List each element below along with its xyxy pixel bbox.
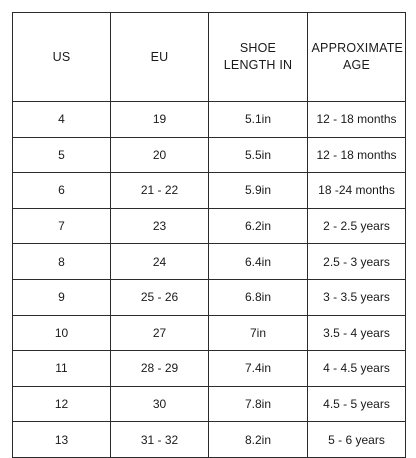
cell-approximate-age: 5 - 6 years	[308, 422, 406, 458]
header-shoe-length-label: SHOE LENGTH IN	[223, 41, 293, 72]
cell-eu: 20	[111, 137, 209, 173]
cell-eu: 27	[111, 315, 209, 351]
cell-approximate-age: 12 - 18 months	[308, 137, 406, 173]
cell-eu: 24	[111, 244, 209, 280]
cell-approximate-age: 3 - 3.5 years	[308, 279, 406, 315]
cell-approximate-age: 4.5 - 5 years	[308, 386, 406, 422]
cell-us: 5	[13, 137, 111, 173]
cell-eu: 23	[111, 208, 209, 244]
cell-shoe-length: 5.1in	[209, 102, 308, 138]
header-shoe-length	[209, 13, 308, 102]
table-row	[13, 351, 406, 387]
header-eu-label: EU	[150, 49, 169, 64]
cell-us: 8	[13, 244, 111, 280]
cell-us: 9	[13, 279, 111, 315]
table-row	[13, 386, 406, 422]
header-row	[13, 13, 406, 102]
cell-shoe-length: 8.2in	[209, 422, 308, 458]
header-us-label: US	[52, 49, 71, 64]
header-approximate-age-label: APPROXIMATE AGE	[311, 41, 404, 72]
size-chart-table	[12, 12, 406, 458]
table-row	[13, 173, 406, 209]
header-eu	[111, 13, 209, 102]
cell-approximate-age: 18 -24 months	[308, 173, 406, 209]
cell-shoe-length: 6.8in	[209, 279, 308, 315]
cell-shoe-length: 5.9in	[209, 173, 308, 209]
table-row	[13, 208, 406, 244]
cell-us: 12	[13, 386, 111, 422]
cell-us: 13	[13, 422, 111, 458]
cell-shoe-length: 5.5in	[209, 137, 308, 173]
cell-eu: 30	[111, 386, 209, 422]
cell-us: 11	[13, 351, 111, 387]
header-approximate-age	[308, 13, 406, 102]
table-row	[13, 422, 406, 458]
table-row	[13, 279, 406, 315]
cell-us: 7	[13, 208, 111, 244]
table-row	[13, 315, 406, 351]
cell-approximate-age: 2.5 - 3 years	[308, 244, 406, 280]
cell-us: 10	[13, 315, 111, 351]
cell-approximate-age: 2 - 2.5 years	[308, 208, 406, 244]
cell-eu: 21 - 22	[111, 173, 209, 209]
cell-shoe-length: 7.8in	[209, 386, 308, 422]
cell-eu: 25 - 26	[111, 279, 209, 315]
cell-approximate-age: 4 - 4.5 years	[308, 351, 406, 387]
cell-shoe-length: 7in	[209, 315, 308, 351]
size-chart-header	[13, 13, 406, 102]
cell-eu: 19	[111, 102, 209, 138]
cell-approximate-age: 12 - 18 months	[308, 102, 406, 138]
header-us	[13, 13, 111, 102]
table-row	[13, 102, 406, 138]
cell-shoe-length: 6.2in	[209, 208, 308, 244]
cell-eu: 31 - 32	[111, 422, 209, 458]
table-row	[13, 137, 406, 173]
cell-shoe-length: 6.4in	[209, 244, 308, 280]
cell-approximate-age: 3.5 - 4 years	[308, 315, 406, 351]
cell-us: 6	[13, 173, 111, 209]
size-chart-body	[13, 102, 406, 458]
cell-eu: 28 - 29	[111, 351, 209, 387]
table-row	[13, 244, 406, 280]
cell-us: 4	[13, 102, 111, 138]
cell-shoe-length: 7.4in	[209, 351, 308, 387]
